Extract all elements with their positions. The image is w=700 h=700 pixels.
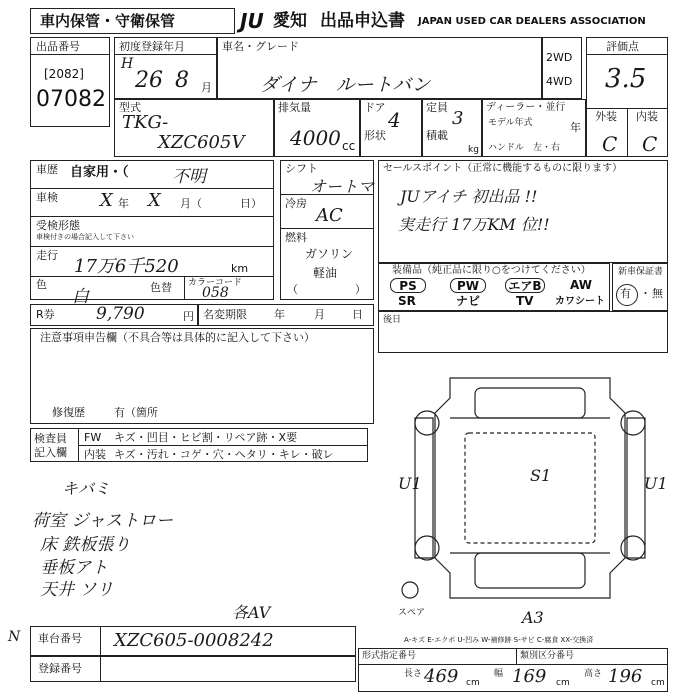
load-unit: kg (468, 145, 479, 155)
warranty-label: 新車保証書 (618, 267, 664, 277)
fuel-sub: 軽油 (313, 266, 338, 280)
lot-small-number: [2082] (44, 67, 84, 81)
inspector-label: 検査員記入欄 (34, 432, 67, 459)
association-label: JAPAN USED CAR DEALERS ASSOCIATION (418, 16, 646, 27)
aircon-label: 冷房 (285, 197, 307, 210)
note-line-5: 天井 ソリ (40, 580, 114, 600)
aircon-value: AC (316, 205, 343, 226)
inspector-fw: FW (84, 431, 102, 444)
equip-aw: AW (570, 278, 592, 292)
spare-label: スペア (398, 608, 426, 618)
note-line-4: 垂板アト (40, 558, 108, 578)
damage-bottom: A3 (522, 608, 544, 627)
divider (30, 246, 274, 247)
note-line-1: キバミ (62, 479, 111, 498)
damage-center: S1 (530, 466, 552, 485)
model-year-label: モデル年式 (488, 118, 533, 128)
length-value: 469 (424, 666, 459, 687)
shape-label: 形状 (364, 129, 386, 142)
spec-type-label: 形式指定番号 (362, 651, 417, 661)
height-value: 196 (608, 666, 643, 687)
damage-legend: A-キズ E-エクボ U-凹み W-補修跡 S-サビ C-腐食 XX-交換済 (404, 636, 594, 644)
height-label: 高さ (584, 669, 603, 679)
fuel-paren-left: （ (287, 283, 298, 296)
nav-note: 各AV (232, 603, 271, 622)
divider (358, 664, 668, 665)
capacity-value: 3 (452, 108, 464, 129)
shift-label: シフト (285, 162, 318, 175)
color-code: 058 (202, 285, 229, 301)
divider (280, 228, 374, 229)
height-unit: cm (651, 678, 665, 688)
color-value: 白 (72, 287, 89, 307)
equip-navi: ナビ (456, 294, 481, 308)
repair-label: 修復歴 (52, 406, 85, 419)
model-line2: XZC605V (158, 132, 245, 153)
lot-number: 07082 (36, 87, 106, 112)
divider (516, 648, 517, 664)
car-name-label: 車名・グレード (222, 40, 299, 53)
doors-value: 4 (388, 108, 401, 132)
divider (627, 108, 628, 157)
inspection-label: 車検 (36, 191, 58, 204)
displacement-label: 排気量 (278, 101, 311, 114)
history-note: 不明 (172, 167, 206, 187)
divider (30, 216, 274, 217)
length-label: 長さ (404, 669, 423, 679)
spec-class-label: 類別区分番号 (520, 651, 575, 661)
load-label: 積載 (426, 129, 448, 142)
inspection-year-mark: X (100, 190, 113, 211)
warranty-sep: ・ (640, 287, 651, 300)
score-value: 3.5 (605, 64, 647, 94)
inspection-day: 日） (240, 197, 262, 210)
equip-ps: PS (390, 278, 426, 293)
damage-left: U1 (398, 474, 422, 493)
recycle-label: R券 (36, 308, 55, 321)
form-title: 出品申込書 (320, 11, 405, 31)
interior-grade: C (642, 132, 658, 156)
color-exchange-label: 色替 (150, 281, 172, 294)
reg-no-label: 登録番号 (38, 662, 82, 675)
width-value: 169 (512, 666, 547, 687)
divider (30, 188, 274, 189)
exterior-label: 外装 (595, 110, 617, 123)
storage-label: 車内保管・守衛保管 (40, 12, 176, 30)
mileage-value: 17万6千520 (74, 256, 179, 277)
model-year-unit: 年 (570, 121, 581, 134)
inspector-fw-items: キズ・凹目・ヒビ割・リペア跡・X要 (114, 431, 298, 444)
divider (30, 54, 110, 55)
drive-2wd: 2WD (546, 51, 573, 64)
length-unit: cm (466, 678, 480, 688)
brand-logo: JU (240, 9, 264, 33)
expiry-day: 日 (352, 308, 363, 321)
color-code-label: カラーコード (188, 278, 243, 288)
divider (184, 276, 185, 300)
displacement-value: 4000 (290, 126, 341, 150)
registration-year: 26 (135, 68, 163, 93)
chassis-value: XZC605-0008242 (114, 630, 274, 651)
damage-right: U1 (644, 474, 668, 493)
width-label: 幅 (494, 669, 504, 679)
note-line-2: 荷室 ジャストロー (32, 511, 174, 531)
displacement-unit: cc (342, 139, 356, 153)
equip-tv: TV (516, 294, 534, 308)
recycle-unit: 円 (183, 310, 194, 323)
inspection-year: 年 (118, 197, 129, 210)
equipment-label: 装備品（純正品に限り○をつけてください） (392, 265, 591, 276)
selling-label: セールスポイント（正常に機能するものに限ります） (383, 163, 623, 174)
mileage-label: 走行 (36, 249, 58, 262)
chassis-label: 車台番号 (38, 632, 82, 645)
repair-value: 有（箇所 (114, 406, 158, 419)
registration-month-unit: 月 (201, 81, 212, 94)
expiry-month: 月 (314, 308, 325, 321)
color-label: 色 (36, 278, 47, 291)
equip-airbag: エアB (505, 278, 545, 293)
drive-4wd: 4WD (546, 75, 573, 88)
later-fit-box (378, 311, 668, 353)
width-unit: cm (556, 678, 570, 688)
recycle-value: 9,790 (96, 304, 145, 324)
registration-label: 初度登録年月 (119, 40, 185, 53)
equip-sr: SR (398, 294, 416, 308)
shift-value: オートマ (310, 177, 375, 196)
registration-era: H (121, 56, 134, 72)
chassis-marker: N (8, 629, 21, 645)
model-label: 型式 (119, 101, 141, 114)
warranty-no: 無 (652, 287, 663, 300)
divider (114, 54, 217, 55)
inspection-month: 月（ (180, 197, 202, 210)
later-fit-label: 後日 (383, 315, 402, 325)
expiry-year: 年 (274, 308, 285, 321)
inspector-int-items: キズ・汚れ・コゲ・穴・ヘタリ・キレ・破レ (114, 448, 334, 461)
fuel-value: ガソリン (305, 247, 354, 261)
received-note: 車検付きの場合記入して下さい (36, 233, 134, 241)
car-diagram (395, 358, 675, 620)
mileage-unit: km (231, 262, 249, 275)
lot-label: 出品番号 (36, 40, 80, 53)
handle-label: ハンドル 左・右 (488, 143, 561, 153)
divider (586, 54, 668, 55)
branch-label: 愛知 (273, 11, 307, 31)
car-name-value: ダイナ ルートバン (260, 74, 431, 96)
history-value: 自家用・（ (70, 165, 129, 180)
warranty-yes: 有 (620, 287, 631, 300)
fuel-paren-right: ） (355, 283, 366, 296)
equip-pw: PW (450, 278, 486, 293)
equip-kawa-seat: カワシート (555, 296, 605, 307)
model-line1: TKG- (122, 112, 169, 133)
received-label: 受検形態 (36, 219, 80, 232)
doors-label: ドア (364, 101, 386, 114)
dealer-label: ディーラー・並行 (486, 102, 566, 113)
history-label: 車歴 (36, 163, 58, 176)
inspector-int-label: 内装 (84, 448, 106, 461)
inspection-month-mark: X (148, 190, 161, 211)
expiry-label: 名変期限 (203, 308, 247, 321)
capacity-label: 定員 (426, 101, 448, 114)
selling-line2: 実走行 17万KM 位!! (398, 215, 550, 234)
drive-box (542, 37, 582, 99)
fuel-label: 燃料 (285, 231, 307, 244)
divider (78, 445, 368, 446)
exterior-grade: C (602, 132, 618, 156)
interior-label: 内装 (636, 110, 658, 123)
notes-label: 注意事項申告欄（不具合等は具体的に記入して下さい） (40, 331, 315, 344)
score-label: 評価点 (606, 40, 639, 53)
selling-line1: JUアイチ 初出品 !! (400, 187, 538, 206)
registration-month: 8 (175, 68, 189, 93)
note-line-3: 床 鉄板張り (40, 535, 131, 555)
